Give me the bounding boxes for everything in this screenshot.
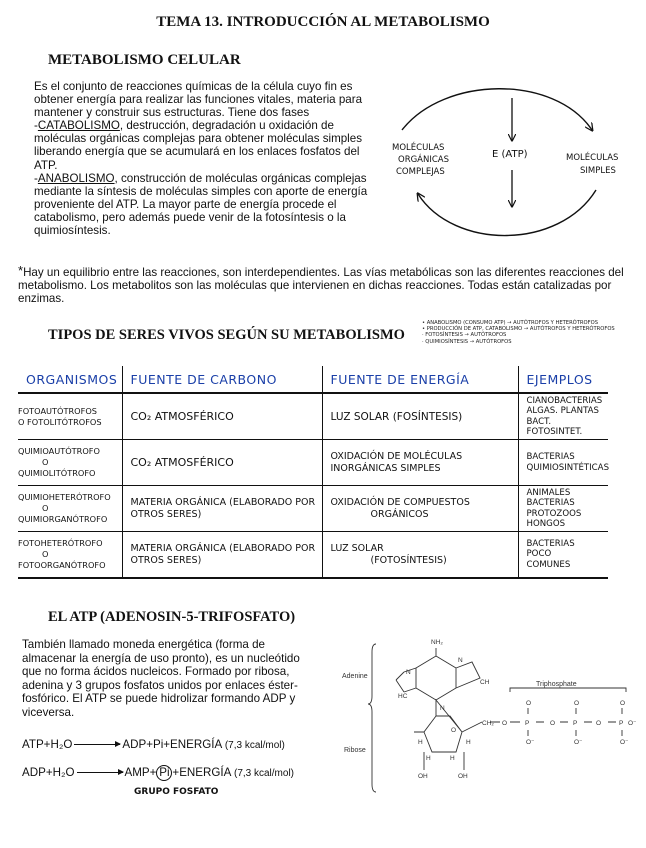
equilibrium-text: Hay un equilibrio entre las reacciones, son interdependientes. Las vías metabólicas son las diferentes reacciones del metabolismo. Los metabolitos son las moléculas que intervienen en dichas reacciones. Todas están catalizadas por enzimas. bbox=[18, 266, 624, 306]
atp-atoms bbox=[398, 639, 636, 780]
cell-line: FOTOHETERÓTROFO bbox=[18, 538, 103, 548]
side-note: • ANABOLISMO (CONSUMO ATP) → AUTÓTROFOS Y HETERÓTROFOS bbox=[422, 320, 598, 326]
svg-text:CH: CH bbox=[480, 679, 490, 686]
cell-line: PROTOZOOS bbox=[526, 508, 582, 519]
diagram-right-line1: MOLÉCULAS bbox=[566, 153, 619, 163]
reaction-arrow bbox=[74, 744, 120, 745]
reaction-energy-value: (7,3 kcal/mol) bbox=[224, 740, 285, 751]
cell-line: BACTERIAS bbox=[526, 538, 575, 549]
reaction-energy-value: (7,3 kcal/mol) bbox=[233, 768, 294, 779]
svg-text:O⁻: O⁻ bbox=[574, 739, 583, 746]
cell-energia bbox=[322, 393, 518, 440]
cell-carbono: CO₂ ATMOSFÉRICO bbox=[122, 393, 322, 440]
svg-text:P: P bbox=[619, 720, 624, 727]
svg-text:OH: OH bbox=[418, 773, 428, 780]
cell-line: ALGAS. PLANTAS bbox=[526, 406, 600, 416]
reaction-arrow bbox=[77, 772, 123, 773]
section-heading-metabolismo: METABOLISMO CELULAR bbox=[48, 52, 241, 68]
svg-text:NH₂: NH₂ bbox=[431, 639, 443, 646]
cell-ejemplos bbox=[518, 532, 608, 579]
metabolism-side-notes bbox=[422, 320, 615, 345]
diagram-center-label: E (ATP) bbox=[492, 149, 528, 160]
adenine-label: Adenine bbox=[342, 673, 368, 680]
atp-structure-diagram bbox=[340, 632, 636, 800]
cell-line: BACTERIAS bbox=[526, 452, 575, 462]
reaction-adp-hydrolysis bbox=[22, 765, 294, 781]
anabolismo-term: ANABOLISMO bbox=[37, 171, 115, 185]
cell-line: ORGÁNICOS bbox=[370, 508, 429, 520]
cell-line: O bbox=[42, 457, 49, 467]
reaction-reactants: ADP+H₂O bbox=[22, 766, 75, 779]
ribose-ring bbox=[414, 700, 482, 752]
cell-ejemplos bbox=[518, 440, 608, 486]
cell-line: QUIMIOAUTÓTROFO bbox=[18, 446, 100, 456]
svg-text:CH₂: CH₂ bbox=[482, 720, 494, 727]
cell-line: QUIMIOHETERÓTROFO bbox=[18, 492, 111, 502]
catabolism-arrow bbox=[402, 89, 592, 130]
cell-line: QUIMIOSINTÉTICAS bbox=[526, 462, 610, 473]
cell-line: OXIDACIÓN DE MOLÉCULAS bbox=[330, 450, 463, 462]
cell-organismo bbox=[18, 532, 122, 579]
svg-text:H: H bbox=[450, 755, 455, 762]
section-heading-tipos: TIPOS DE SERES VIVOS SEGÚN SU METABOLISMO bbox=[48, 327, 405, 343]
cell-line: BACT. FOTOSINTET. bbox=[526, 416, 583, 437]
header-organismos: ORGANISMOS bbox=[18, 366, 122, 393]
metabolism-types-table bbox=[18, 366, 608, 579]
svg-text:H: H bbox=[466, 739, 471, 746]
cell-line: INORGÁNICAS SIMPLES bbox=[330, 462, 441, 474]
section-heading-atp: EL ATP (ADENOSIN-5-TRIFOSFATO) bbox=[48, 609, 296, 625]
cell-energia bbox=[322, 486, 518, 532]
side-note: • PRODUCCIÓN DE ATP, CATABOLISMO → AUTÓTROFOS Y HETERÓTROFOS bbox=[422, 326, 615, 333]
reaction-products: ADP+Pi+ENERGÍA bbox=[122, 738, 222, 751]
atp-bonds bbox=[368, 644, 626, 792]
cell-energia bbox=[322, 440, 518, 486]
header-fuente-energia: FUENTE DE ENERGÍA bbox=[322, 366, 518, 393]
cell-line: CIANOBACTERIAS bbox=[526, 395, 603, 406]
cell-line: BACTERIAS bbox=[526, 498, 575, 508]
triphosphate-label: Triphosphate bbox=[536, 681, 577, 688]
cell-line: O bbox=[42, 549, 49, 559]
cell-energia bbox=[322, 532, 518, 579]
metabolismo-intro: Es el conjunto de reacciones químicas de la célula cuyo fin es obtener energía para realizar las funciones vitales, materia para mantener y construir sus estructuras. Tiene dos fases -CATABOLISMO, destrucción, degradación u oxidación de moléculas orgánicas complejas para obtener moléculas simples liberando energía que se acumulará en los enlaces fosfatos del ATP. -ANABOLISMO, construcción de moléculas orgánicas complejas mediante la síntesis de moléculas simples con aporte de energía proveniente del ATP. La mayor parte de energía procede el catabolismo, pero además puede venir de la fotosíntesis o la quimiosíntesis. bbox=[34, 80, 368, 238]
intro-text: Es el conjunto de reacciones químicas de la célula cuyo fin es obtener energía para realizar las funciones vitales, materia para mantener y construir sus estructuras. Tiene dos fases bbox=[34, 80, 363, 120]
cell-line: LUZ SOLAR (FOSÍNTESIS) bbox=[330, 410, 463, 423]
cell-line: FOTOAUTÓTROFOS bbox=[18, 405, 97, 416]
cell-line: LUZ SOLAR bbox=[330, 542, 384, 554]
cell-line: (FOTOSÍNTESIS) bbox=[370, 554, 447, 566]
anabolismo-text: , construcción de moléculas orgánicas complejas mediante la síntesis de moléculas simples con aporte de energía proveniente del ATP. La mayor parte de energía procede el catabolismo, pero además puede venir de la fotosíntesis o la quimiosíntesis. bbox=[34, 171, 368, 238]
page-title: TEMA 13. INTRODUCCIÓN AL METABOLISMO bbox=[156, 14, 490, 30]
header-ejemplos: EJEMPLOS bbox=[518, 366, 608, 393]
diagram-left-line1: MOLÉCULAS bbox=[392, 143, 445, 153]
reaction-atp-hydrolysis bbox=[22, 738, 285, 751]
side-note: · FOTOSÍNTESIS → AUTÓTROFOS bbox=[422, 332, 507, 339]
cell-line: HONGOS bbox=[526, 519, 566, 529]
reaction-products: +ENERGÍA bbox=[172, 766, 231, 779]
cell-ejemplos bbox=[518, 486, 608, 532]
svg-text:O: O bbox=[550, 720, 556, 727]
svg-text:N: N bbox=[440, 705, 445, 712]
cell-line: COMUNES bbox=[526, 559, 571, 570]
cell-organismo bbox=[18, 393, 122, 440]
cell-carbono: CO₂ ATMOSFÉRICO bbox=[122, 440, 322, 486]
catabolismo-term: CATABOLISMO bbox=[37, 119, 120, 133]
svg-text:OH: OH bbox=[458, 773, 468, 780]
svg-text:N: N bbox=[458, 657, 463, 664]
side-note: · QUIMIOSÍNTESIS → AUTÓTROFOS bbox=[422, 338, 512, 345]
asterisk-mark: * bbox=[18, 263, 24, 278]
cell-line: O FOTOLITÓTROFOS bbox=[18, 416, 102, 427]
header-fuente-carbono: FUENTE DE CARBONO bbox=[122, 366, 322, 393]
cell-line: OXIDACIÓN DE COMPUESTOS bbox=[330, 496, 470, 508]
table-row bbox=[18, 486, 608, 532]
diagram-left-line2: ORGÁNICAS bbox=[398, 155, 450, 165]
svg-text:O: O bbox=[596, 720, 602, 727]
reaction-reactants: ATP+H₂O bbox=[22, 738, 73, 751]
left-bracket bbox=[368, 644, 376, 792]
svg-text:N: N bbox=[406, 669, 411, 676]
metabolism-cycle-diagram bbox=[384, 82, 634, 240]
table-row bbox=[18, 393, 608, 440]
svg-text:P: P bbox=[525, 720, 530, 727]
cell-carbono: MATERIA ORGÁNICA (ELABORADO POR OTROS SERES) bbox=[122, 532, 322, 579]
cell-line: QUIMIOLITÓTROFO bbox=[18, 468, 96, 478]
cell-organismo bbox=[18, 486, 122, 532]
svg-text:O⁻: O⁻ bbox=[620, 739, 629, 746]
cell-organismo bbox=[18, 440, 122, 486]
svg-text:HC: HC bbox=[398, 693, 408, 700]
cell-line: O bbox=[42, 503, 49, 513]
table-row bbox=[18, 440, 608, 486]
cell-line: FOTOORGANÓTROFO bbox=[18, 560, 106, 570]
cell-line: QUIMIORGANÓTROFO bbox=[18, 514, 108, 524]
diagram-left-line3: COMPLEJAS bbox=[396, 167, 445, 177]
anabolism-arrow bbox=[418, 190, 596, 236]
svg-text:H: H bbox=[418, 739, 423, 746]
svg-text:P: P bbox=[573, 720, 578, 727]
phosphate-circle: Pi bbox=[156, 765, 172, 781]
cell-line: ANIMALES bbox=[526, 487, 571, 498]
table-row bbox=[18, 532, 608, 579]
svg-text:O⁻: O⁻ bbox=[526, 739, 535, 746]
svg-text:O: O bbox=[620, 700, 626, 707]
catabolismo-text: , destrucción, degradación u oxidación de moléculas orgánicas complejas para obtener moléculas simples liberando energía que se acumulará en los enlaces fosfatos del ATP. bbox=[34, 119, 363, 172]
svg-text:O: O bbox=[526, 700, 532, 707]
table-header-row bbox=[18, 366, 608, 393]
cell-carbono: MATERIA ORGÁNICA (ELABORADO POR OTROS SERES) bbox=[122, 486, 322, 532]
cell-line: POCO bbox=[526, 549, 552, 560]
ribose-label: Ribose bbox=[344, 747, 366, 754]
svg-text:O: O bbox=[574, 700, 580, 707]
svg-text:O: O bbox=[502, 720, 508, 727]
cell-ejemplos bbox=[518, 393, 608, 440]
equilibrium-note bbox=[18, 263, 630, 306]
grupo-fosfato-label: GRUPO FOSFATO bbox=[134, 787, 219, 797]
diagram-right-line2: SIMPLES bbox=[580, 166, 616, 176]
svg-text:O⁻: O⁻ bbox=[628, 720, 636, 727]
svg-text:H: H bbox=[426, 755, 431, 762]
svg-text:O: O bbox=[451, 727, 457, 734]
triphosphate-bracket bbox=[510, 688, 626, 692]
reaction-amp: AMP+ bbox=[124, 766, 157, 779]
atp-description: También llamado moneda energética (forma de almacenar la energía de uso pronto), es un nucleótido que no forma ácidos nucleicos. Formado por ribosa, adenina y 3 grupos fosfatos unidos por enlaces éster-fosfórico. El ATP se puede hidrolizar formando ADP y viceversa. bbox=[22, 638, 300, 719]
